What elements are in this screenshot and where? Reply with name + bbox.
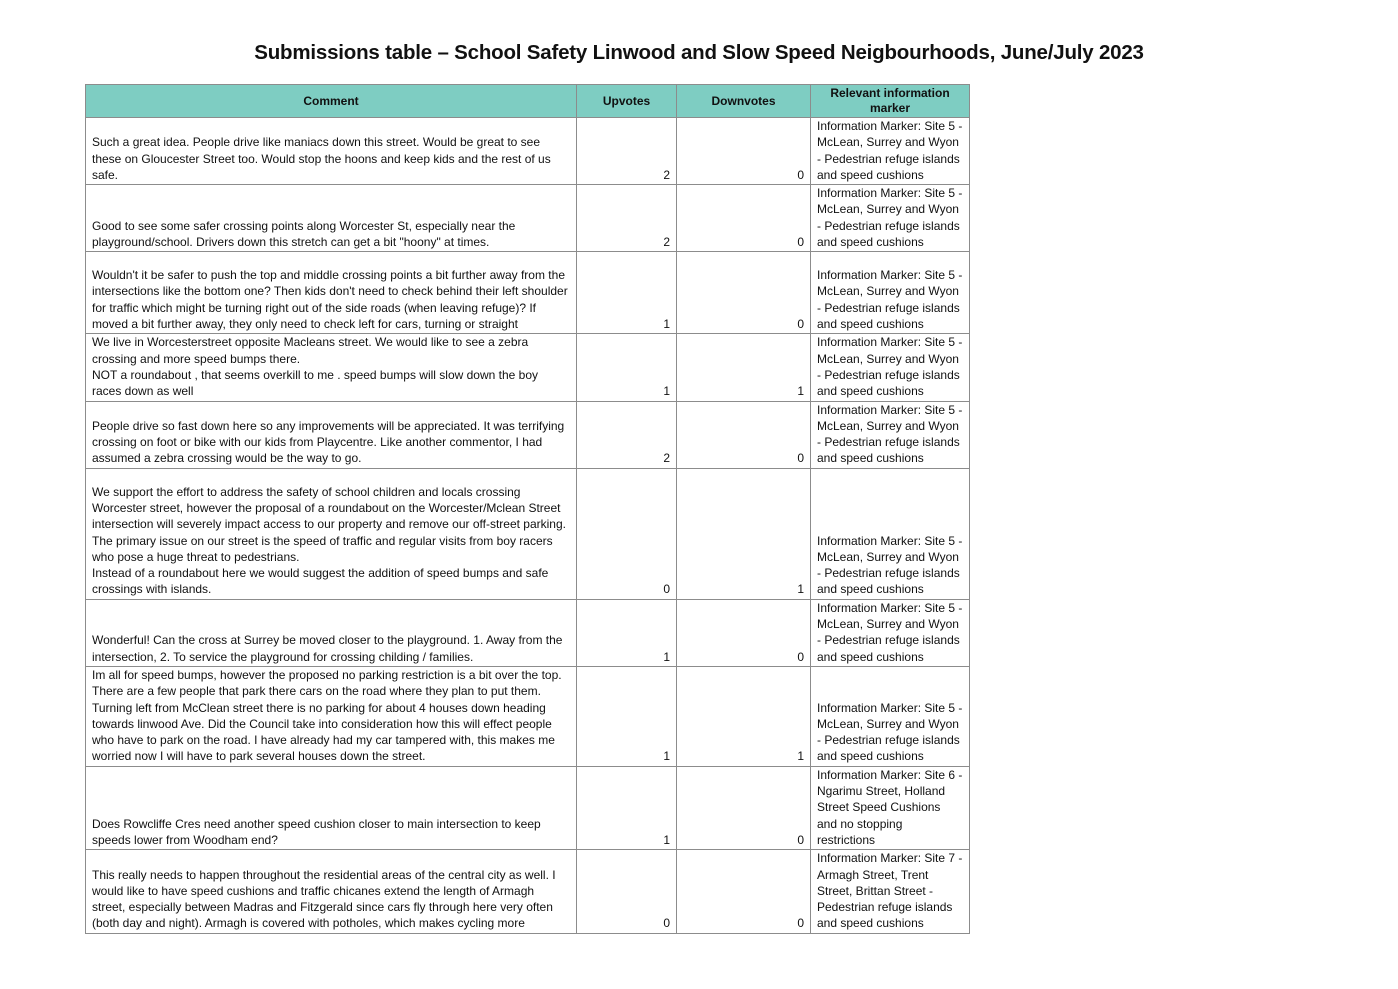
upvotes-cell: 1 (577, 252, 677, 334)
table-row (86, 766, 970, 849)
downvotes-cell: 0 (677, 118, 811, 185)
upvotes-cell: 0 (577, 850, 677, 933)
marker-cell: Information Marker: Site 5 - McLean, Surrey and Wyon - Pedestrian refuge islands and speed cushions (811, 185, 970, 252)
table-row (86, 666, 970, 766)
comment-cell: Im all for speed bumps, however the proposed no parking restriction is a bit over the top. There are a few people that park there cars on the road where they plan to put them. Turning left from McClean street there is no parking for about 4 houses down heading towards linwood Ave. Did the Council take into consideration how this will effect people who have to park on the road. I have already had my car tampered with, this makes me worried now I will have to park several houses down the street. (86, 666, 577, 766)
marker-cell: Information Marker: Site 5 - McLean, Surrey and Wyon - Pedestrian refuge islands and speed cushions (811, 118, 970, 185)
page-title: Submissions table – School Safety Linwood and Slow Speed Neigbourhoods, June/July 2023 (254, 41, 1144, 64)
downvotes-cell: 1 (677, 468, 811, 599)
downvotes-cell: 1 (677, 666, 811, 766)
column-header-upvotes: Upvotes (577, 85, 677, 118)
table-row (86, 599, 970, 666)
table-row (86, 185, 970, 252)
marker-cell: Information Marker: Site 5 - McLean, Surrey and Wyon - Pedestrian refuge islands and speed cushions (811, 401, 970, 468)
column-header-downvotes: Downvotes (677, 85, 811, 118)
marker-cell: Information Marker: Site 6 - Ngarimu Street, Holland Street Speed Cushions and no stopping restrictions (811, 766, 970, 849)
comment-cell: Wonderful! Can the cross at Surrey be moved closer to the playground. 1. Away from the intersection, 2. To service the playground for crossing childing / families. (86, 599, 577, 666)
upvotes-cell: 1 (577, 766, 677, 849)
table-row (86, 850, 970, 933)
upvotes-cell: 2 (577, 185, 677, 252)
comment-cell: Wouldn't it be safer to push the top and middle crossing points a bit further away from the intersections like the bottom one? Then kids don't need to check behind their left shoulder for traffic which might be turning right out of the side roads (when leaving refuge)? If moved a bit further away, they only need to check left for cars, turning or straight (86, 252, 577, 334)
table-row (86, 468, 970, 599)
marker-cell: Information Marker: Site 5 - McLean, Surrey and Wyon - Pedestrian refuge islands and speed cushions (811, 599, 970, 666)
downvotes-cell: 0 (677, 850, 811, 933)
submissions-table (85, 84, 970, 934)
upvotes-cell: 1 (577, 599, 677, 666)
marker-cell: Information Marker: Site 5 - McLean, Surrey and Wyon - Pedestrian refuge islands and speed cushions (811, 252, 970, 334)
marker-cell: Information Marker: Site 5 - McLean, Surrey and Wyon - Pedestrian refuge islands and speed cushions (811, 468, 970, 599)
downvotes-cell: 1 (677, 334, 811, 401)
upvotes-cell: 0 (577, 468, 677, 599)
downvotes-cell: 0 (677, 252, 811, 334)
table-row (86, 252, 970, 334)
comment-cell: This really needs to happen throughout the residential areas of the central city as well. I would like to have speed cushions and traffic chicanes extend the length of Armagh street, especially between Madras and Fitzgerald since cars fly through here very often (both day and night). Armagh is covered with potholes, which makes cycling more (86, 850, 577, 933)
marker-cell: Information Marker: Site 5 - McLean, Surrey and Wyon - Pedestrian refuge islands and speed cushions (811, 666, 970, 766)
downvotes-cell: 0 (677, 766, 811, 849)
table-row (86, 334, 970, 401)
table-row (86, 401, 970, 468)
downvotes-cell: 0 (677, 185, 811, 252)
comment-cell: Does Rowcliffe Cres need another speed cushion closer to main intersection to keep speeds lower from Woodham end? (86, 766, 577, 849)
upvotes-cell: 1 (577, 334, 677, 401)
comment-cell: Such a great idea. People drive like maniacs down this street. Would be great to see these on Gloucester Street too. Would stop the hoons and keep kids and the rest of us safe. (86, 118, 577, 185)
upvotes-cell: 1 (577, 666, 677, 766)
comment-cell: People drive so fast down here so any improvements will be appreciated. It was terrifying crossing on foot or bike with our kids from Playcentre. Like another commentor, I had assumed a zebra crossing would be the way to go. (86, 401, 577, 468)
downvotes-cell: 0 (677, 599, 811, 666)
comment-cell: We support the effort to address the safety of school children and locals crossing Worcester street, however the proposal of a roundabout on the Worcester/Mclean Street intersection will severely impact access to our property and remove our off-street parking. The primary issue on our street is the speed of traffic and regular visits from boy racers who pose a huge threat to pedestrians. Instead of a roundabout here we would suggest the addition of speed bumps and safe crossings with islands. (86, 468, 577, 599)
upvotes-cell: 2 (577, 118, 677, 185)
comment-cell: Good to see some safer crossing points along Worcester St, especially near the playground/school. Drivers down this stretch can get a bit "hoony" at times. (86, 185, 577, 252)
column-header-marker: Relevant information marker (811, 85, 970, 118)
marker-cell: Information Marker: Site 7 - Armagh Street, Trent Street, Brittan Street - Pedestrian refuge islands and speed cushions (811, 850, 970, 933)
comment-cell: We live in Worcesterstreet opposite Macleans street. We would like to see a zebra crossing and more speed bumps there. NOT a roundabout , that seems overkill to me . speed bumps will slow down the boy races down as well (86, 334, 577, 401)
upvotes-cell: 2 (577, 401, 677, 468)
column-header-comment: Comment (86, 85, 577, 118)
table-row (86, 118, 970, 185)
marker-cell: Information Marker: Site 5 - McLean, Surrey and Wyon - Pedestrian refuge islands and speed cushions (811, 334, 970, 401)
table-header-row (86, 85, 970, 118)
downvotes-cell: 0 (677, 401, 811, 468)
